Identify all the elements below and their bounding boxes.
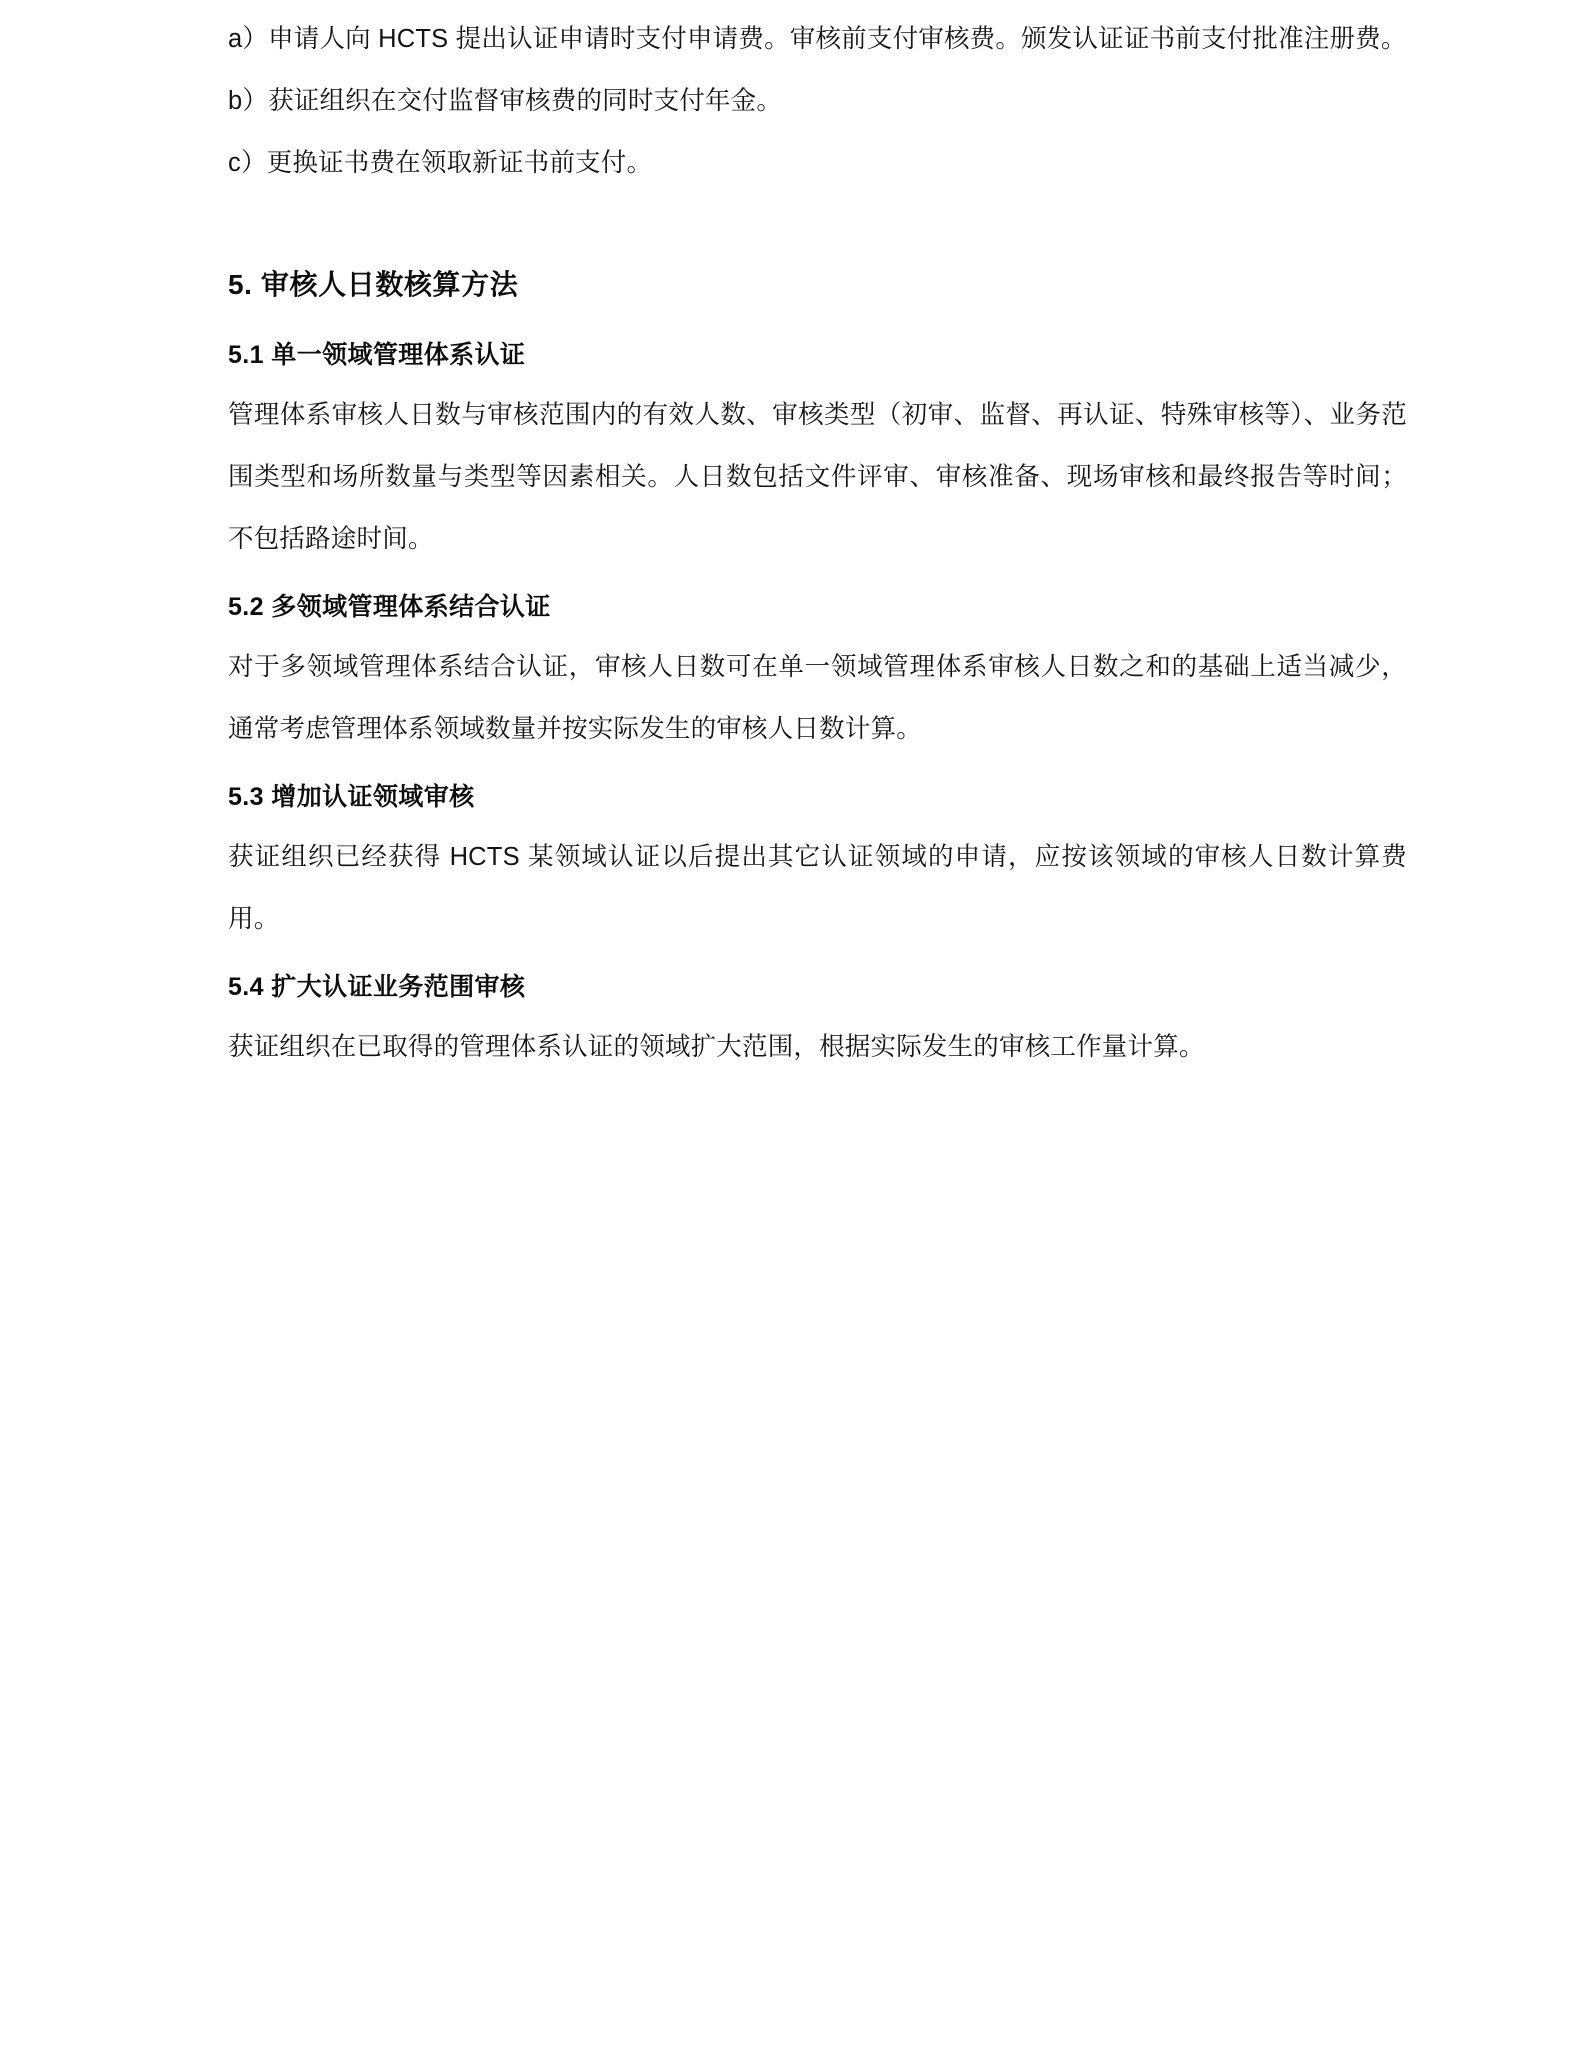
subsection-heading-5-4: 5.4 扩大认证业务范围审核 [228, 973, 526, 1001]
subsection-heading-5-2: 5.2 多领域管理体系结合认证 [228, 593, 551, 621]
spacer [228, 194, 1407, 258]
spacer [228, 570, 1407, 578]
list-item: b）获证组织在交付监督审核费的同时支付年金。 [228, 87, 783, 115]
list-item: a）申请人向 HCTS 提出认证申请时支付申请费。审核前支付审核费。颁发认证证书前支付批准注册费。 [228, 25, 1407, 53]
spacer [228, 950, 1407, 958]
subsection-heading-5-3: 5.3 增加认证领域审核 [228, 783, 475, 811]
subsection-body-5-1: 管理体系审核人日数与审核范围内的有效人数、审核类型（初审、监督、再认证、特殊审核等）、业务范围类型和场所数量与类型等因素相关。人日数包括文件评审、审核准备、现场审核和最终报告等时间；不包括路途时间。 [228, 401, 1407, 553]
spacer [228, 312, 1407, 326]
document-body [228, 0, 1407, 1078]
subsection-heading-5-1: 5.1 单一领域管理体系认证 [228, 341, 526, 369]
list-item: c）更换证书费在领取新证书前支付。 [228, 149, 653, 177]
section-heading-5: 5. 审核人日数核算方法 [228, 269, 519, 300]
subsection-body-5-4: 获证组织在已取得的管理体系认证的领域扩大范围，根据实际发生的审核工作量计算。 [228, 1033, 1205, 1061]
subsection-body-5-3: 获证组织已经获得 HCTS 某领域认证以后提出其它认证领域的申请，应按该领域的审核人日数计算费用。 [228, 843, 1407, 933]
subsection-body-5-2: 对于多领域管理体系结合认证，审核人日数可在单一领域管理体系审核人日数之和的基础上适当减少， 通常考虑管理体系领域数量并按实际发生的审核人日数计算。 [228, 653, 1407, 743]
spacer [228, 760, 1407, 768]
